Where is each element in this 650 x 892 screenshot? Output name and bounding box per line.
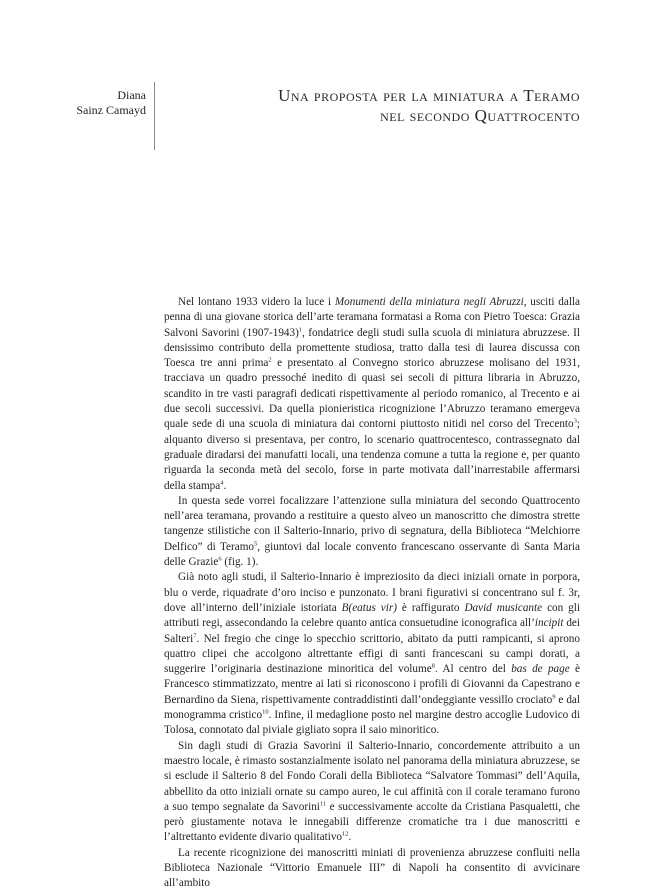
footnote-ref: 11 (319, 800, 327, 808)
text-run: In questa sede vorrei focalizzare l’attenzione sulla miniatura del secondo Quattrocento nell’area teramana, provando a restituire a questo alveo un manoscritto che dimostra strette tangenze stilistiche con il Salterio-Innario, privo di segnatura, della Biblioteca “Melchiorre Delfico” di Teramo (164, 494, 580, 553)
italic-text: incipit (534, 617, 564, 630)
text-run: . (348, 831, 352, 844)
text-run: , usciti dalla penna di una giovane storica dell’arte teramana formatasi a Roma con Pietro Toesca: Grazia Salvoni Savorini (1907-1943) (164, 296, 581, 339)
italic-text: Monumenti della miniatura negli Abruzzi (334, 296, 524, 308)
text-run: . Infine, il medaglione posto nel margine destro accoglie Ludovico di Tolosa, connotato dal piviale gigliato sopra il saio minoritico. (164, 709, 580, 737)
text-run: , giuntovi dal locale convento francescano osservante di Santa Maria delle Grazie (164, 540, 580, 569)
article-body (164, 295, 580, 892)
text-run: Sin dagli studi di Grazia Savorini il Salterio-Innario, concordemente attribuito a un maestro locale, è rimasto sostanzialmente isolato nel panorama della miniatura abruzzese, se si esclude il Salterio 8 del Fondo Corali della Biblioteca “Salvatore Tommasi” dell’Aquila, abbellito da otto iniziali ornate su campo aureo, le cui affinità con il corale teramano furono a suo tempo segnalate da Savorini (164, 739, 580, 813)
footnote-ref: 1 (298, 325, 303, 333)
footnote-ref: 9 (552, 692, 556, 700)
footnote-ref: 3 (573, 417, 577, 425)
title-line-1: Una proposta per la miniatura a Teramo (278, 86, 580, 105)
body-paragraph (164, 570, 580, 738)
margin-divider (154, 82, 155, 150)
footnote-ref: 7 (193, 631, 197, 639)
body-paragraph (164, 494, 580, 570)
text-run: La recente ricognizione dei manoscritti miniati di provenienza abruzzese confluiti nella Biblioteca Nazionale “Vittorio Emanuele III” di Napoli ha consentito di avvicinare all’ambito (164, 846, 580, 890)
italic-text: B(eatus vir) (341, 601, 397, 614)
footnote-ref: 4 (220, 478, 224, 486)
article-title (200, 86, 580, 126)
footnote-ref: 10 (262, 708, 269, 716)
body-paragraph (164, 846, 580, 892)
footnote-ref: 8 (431, 662, 435, 670)
text-run: (fig. 1). (221, 556, 259, 569)
text-run: e dal monogramma cristico (164, 693, 580, 722)
text-run: è Francesco stimmatizzato, mentre ai lati si riconoscono i profili di Giovanni da Capestrano e Bernardino da Siena, rispettivamente contraddistinti dall’ondeggiante vessillo crociato (164, 663, 580, 706)
text-run: dei Salteri (164, 617, 580, 645)
text-run: è raffigurato (396, 601, 465, 614)
text-run: e presentato al Convegno storico abruzzese molisano del 1931, tracciava un quadro pressoché inedito di quasi sei secoli di pittura libraria in Abruzzo, scandito in tre vasti paragrafi dedicati rispettivamente al periodo romanico, al Trecento e ai due secoli successivi. Da quella pionieristica ricognizione l’Abruzzo teramano emergeva quale sede di una scuola di miniatura dai contorni piuttosto nitidi nel corso del Trecento (164, 357, 580, 431)
footnote-ref: 2 (268, 356, 272, 364)
text-run: ; alquanto diverso si presentava, per contro, lo scenario quattrocentesco, contrassegnato dal graduale diradarsi dei manufatti locali, una tendenza comune a tutta la regione e, per quanto riguarda la seconda metà del secolo, forse in parte motivata dall’inarrestabile affermarsi della stampa (164, 418, 580, 492)
text-run: . Al centro del (434, 663, 512, 676)
title-line-2: nel secondo Quattrocento (380, 106, 580, 125)
body-paragraph (164, 739, 580, 846)
text-run: con gli attributi regi, assecondando la celebre quanto antica consuetudine iconografica all’ (164, 601, 580, 630)
author-name (36, 88, 146, 118)
text-run: Già noto agli studi, il Salterio-Innario è impreziosito da dieci iniziali ornate in porpora, blu o verde, riquadrate d’oro inciso e punzonato. I brani figurativi si concentrano sul f. 3r, dove all’interno dell’iniziale istoriata (164, 571, 580, 614)
footnote-ref: 6 (218, 555, 222, 563)
text-run: . Nel fregio che cinge lo specchio scrittorio, abitato da putti rampicanti, si aprono quattro clipei che accolgono altrettante effigi di santi francescani su campi dorati, a suggerire l’originaria destinazione minoritica del volume (164, 632, 580, 676)
text-run: Nel lontano 1933 videro la luce i (178, 296, 335, 308)
author-first-name: Diana (117, 88, 146, 102)
author-last-name: Sainz Camayd (76, 103, 146, 117)
italic-text: bas de page (511, 663, 570, 676)
text-run: , fondatrice degli studi sulla scuola di miniatura abruzzese. Il densissimo contributo della promettente studiosa, tratto dalla tesi di laurea discussa con Toesca tre anni prima (164, 326, 581, 370)
text-run: . (223, 479, 227, 492)
text-run: e successivamente accolte da Cristiana Pasqualetti, che però giustamente notava le innegabili differenze cromatiche tra i due manoscritti e l’altrettanto evidente divario qualitativo (164, 800, 581, 844)
body-paragraph (164, 295, 580, 494)
footnote-ref: 12 (342, 830, 349, 838)
italic-text: David musicante (464, 601, 543, 614)
footnote-ref: 5 (254, 540, 258, 548)
